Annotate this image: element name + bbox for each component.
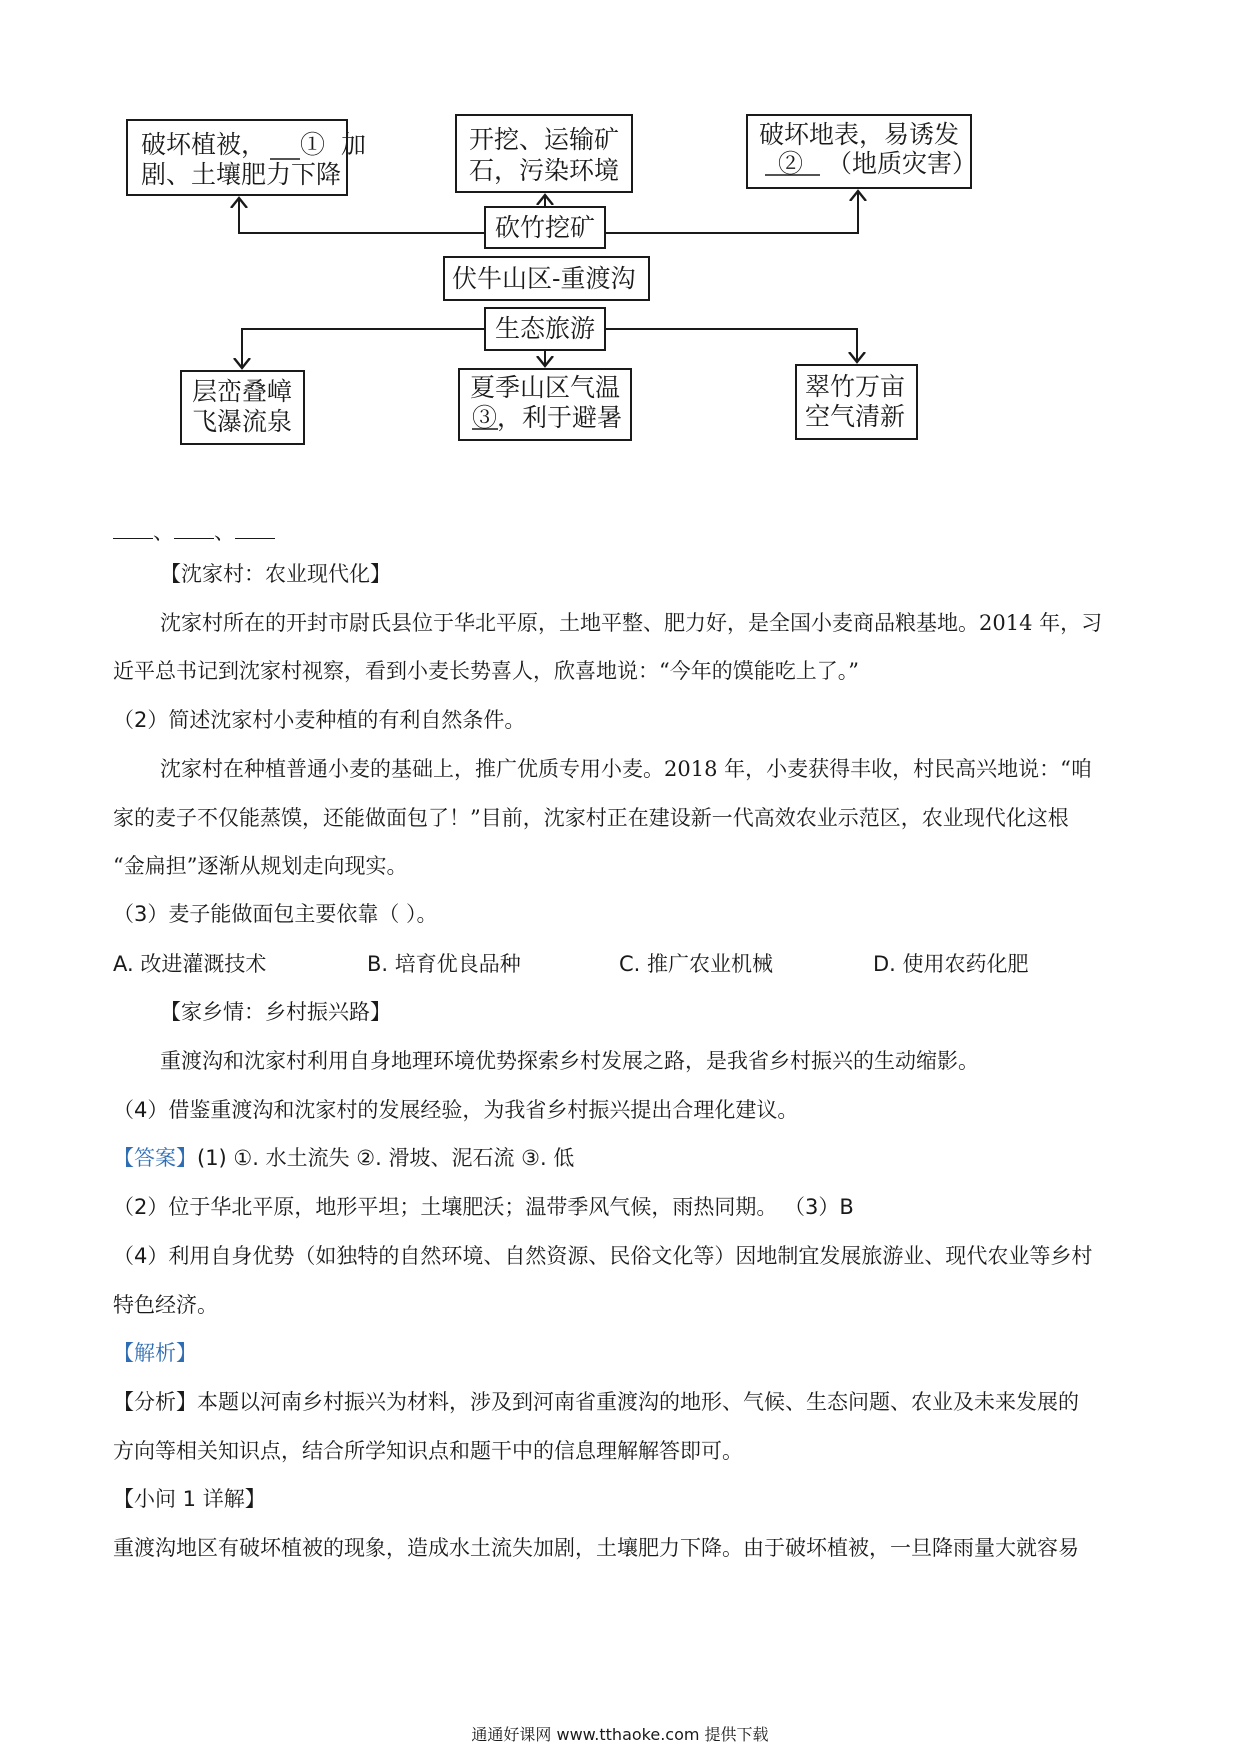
answer-line-2: （2）位于华北平原，地形平坦；土壤肥沃；温带季风气候，雨热同期。 （3）B (113, 1195, 854, 1219)
question-2: （2）简述沈家村小麦种植的有利自然条件。 (113, 708, 526, 732)
center-top-label: 砍竹挖矿 (495, 213, 596, 242)
center-mid-label: 伏牛山区-重渡沟 (452, 264, 636, 293)
question-3: （3）麦子能做面包主要依靠（ ）。 (113, 902, 438, 926)
top-right-line1: 破坏地表，易诱发 (759, 120, 960, 149)
blank-3-label: ③ (472, 403, 498, 432)
question-4: （4）借鉴重渡沟和沈家村的发展经验，为我省乡村振兴提出合理化建议。 (113, 1098, 799, 1122)
blank-2-label: ② (778, 149, 804, 178)
paragraph-2-line1: 沈家村在种植普通小麦的基础上，推广优质专用小麦。2018 年，小麦获得丰收，村民高兴地说：“咱 (160, 757, 1092, 781)
detail-line: 重渡沟地区有破坏植被的现象，造成水土流失加剧，土壤肥力下降。由于破坏植被，一旦降雨量大就容易 (113, 1536, 1079, 1560)
section-title-hometown: 【家乡情：乡村振兴路】 (160, 1000, 391, 1024)
answer-label: 【答案】 (113, 1146, 197, 1170)
arrow-to-bottom-left (242, 329, 485, 368)
svg-text:③，利于避暑 (472, 403, 622, 432)
fenxi-line2: 方向等相关知识点，结合所学知识点和题干中的信息理解解答即可。 (113, 1439, 743, 1463)
flow-diagram (0, 0, 1240, 460)
bottom-right-line2: 空气清新 (805, 402, 906, 431)
blank-1-label: ① (300, 130, 326, 159)
section-title-shenjiacun: 【沈家村：农业现代化】 (160, 562, 391, 586)
paragraph-3: 重渡沟和沈家村利用自身地理环境优势探索乡村发展之路，是我省乡村振兴的生动缩影。 (160, 1049, 979, 1073)
question-3-options (113, 950, 1113, 978)
footer-source: 通通好课网 www.tthaoke.com 提供下载 (471, 1725, 769, 1744)
top-left-line2: 剧、土壤肥力下降 (141, 160, 342, 189)
bottom-mid-line1: 夏季山区气温 (470, 373, 621, 402)
top-right-line2: （地质灾害） (827, 149, 978, 178)
svg-text:②（地质灾害） (778, 149, 977, 178)
paragraph-1-line1: 沈家村所在的开封市尉氏县位于华北平原，土地平整、肥力好，是全国小麦商品粮基地。2014 年，习 (160, 611, 1103, 635)
sub-question-1-detail-title: 【小问 1 详解】 (113, 1487, 266, 1511)
fenxi-line1: 【分析】本题以河南乡村振兴为材料，涉及到河南省重渡沟的地形、气候、生态问题、农业及未来发展的 (113, 1390, 1079, 1414)
analysis-label: 【解析】 (113, 1341, 197, 1365)
option-a: A. 改进灌溉技术 (113, 952, 267, 976)
top-mid-line1: 开挖、运输矿 (469, 125, 620, 154)
paragraph-2-line2: 家的麦子不仅能蒸馍，还能做面包了！”目前，沈家村正在建设新一代高效农业示范区，农业现代化这根 (113, 806, 1069, 830)
top-mid-line2: 石，污染环境 (469, 156, 620, 185)
paragraph-1-line2: 近平总书记到沈家村视察，看到小麦长势喜人，欣喜地说：“今年的馍能吃上了。” (113, 659, 859, 683)
bottom-right-line1: 翠竹万亩 (805, 372, 906, 401)
option-b: B. 培育优良品种 (367, 952, 521, 976)
bottom-left-line1: 层峦叠嶂 (192, 377, 293, 406)
svg-text:破坏植被，①加 (141, 130, 366, 159)
bottom-left-line2: 飞瀑流泉 (192, 407, 293, 436)
center-bottom-label: 生态旅游 (495, 314, 596, 343)
top-left-line1a: 破坏植被， (141, 130, 267, 159)
option-d: D. 使用农药化肥 (873, 952, 1029, 976)
top-left-line1b: 加 (341, 130, 367, 159)
arrow-to-top-left (239, 198, 485, 233)
answer-line-1: 【答案】(1) ①. 水土流失 ②. 滑坡、泥石流 ③. 低 (113, 1146, 575, 1170)
bottom-mid-line2: ，利于避暑 (497, 403, 623, 432)
paragraph-2-line3: “金扁担”逐渐从规划走向现实。 (113, 854, 408, 878)
arrow-to-bottom-right (605, 329, 857, 362)
answer-4-line2: 特色经济。 (113, 1293, 218, 1317)
arrow-to-top-right (605, 191, 858, 233)
answer-4-line1: （4）利用自身优势（如独特的自然环境、自然资源、民俗文化等）因地制宜发展旅游业、现代农业等乡村 (113, 1244, 1093, 1268)
answer-blanks: 、 、 (113, 518, 275, 546)
option-c: C. 推广农业机械 (619, 952, 774, 976)
